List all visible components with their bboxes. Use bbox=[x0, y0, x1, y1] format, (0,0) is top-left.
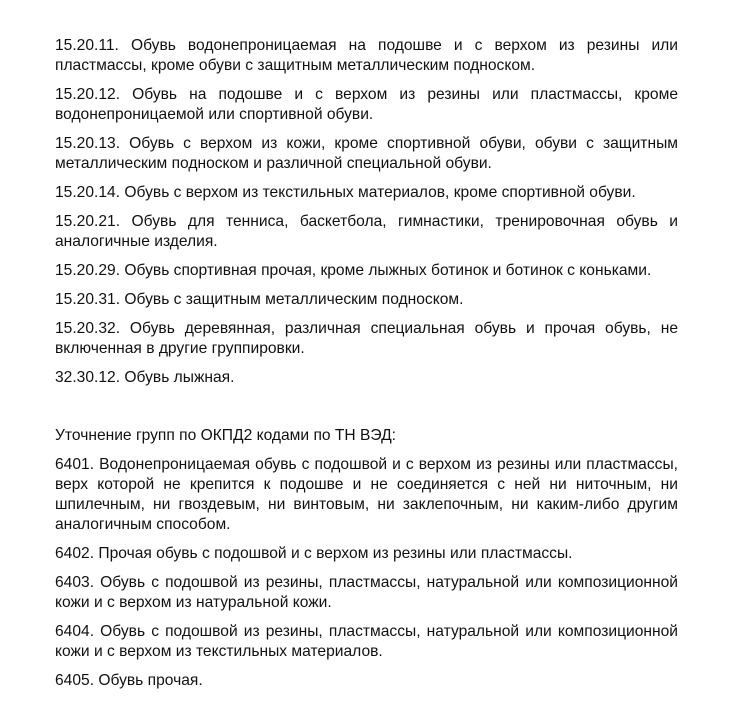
item-text: Обувь прочая. bbox=[98, 672, 203, 689]
okpd-item bbox=[55, 368, 678, 388]
item-code: 15.20.31. bbox=[55, 291, 121, 308]
item-code: 6402. bbox=[55, 545, 95, 562]
okpd-item bbox=[55, 319, 678, 359]
tnved-list bbox=[55, 455, 678, 691]
tnved-item bbox=[55, 622, 678, 662]
okpd-item bbox=[55, 85, 678, 125]
item-code: 32.30.12. bbox=[55, 369, 121, 386]
tnved-item bbox=[55, 671, 678, 691]
okpd-item bbox=[55, 261, 678, 281]
item-code: 15.20.13. bbox=[55, 135, 121, 152]
item-text: Обувь с подошвой из резины, пластмассы, натуральной или композиционной кожи и с верхом из текстильных материалов. bbox=[55, 623, 678, 660]
document-body bbox=[55, 36, 678, 700]
item-code: 6403. bbox=[55, 574, 95, 591]
item-code: 6401. bbox=[55, 456, 95, 473]
okpd-item bbox=[55, 212, 678, 252]
item-text: Обувь лыжная. bbox=[124, 369, 235, 386]
item-text: Обувь на подошве и с верхом из резины или пластмассы, кроме водонепроницаемой или спортивной обуви. bbox=[55, 86, 678, 123]
item-text: Обувь спортивная прочая, кроме лыжных ботинок и ботинок с коньками. bbox=[124, 262, 652, 279]
item-code: 15.20.11. bbox=[55, 37, 119, 54]
okpd-item bbox=[55, 134, 678, 174]
item-code: 15.20.29. bbox=[55, 262, 121, 279]
okpd-item bbox=[55, 183, 678, 203]
okpd-item bbox=[55, 36, 678, 76]
item-code: 15.20.12. bbox=[55, 86, 121, 103]
item-code: 15.20.14. bbox=[55, 184, 121, 201]
tnved-heading: Уточнение групп по ОКПД2 кодами по ТН ВЭД: bbox=[55, 427, 396, 444]
tnved-item bbox=[55, 573, 678, 613]
item-code: 15.20.32. bbox=[55, 320, 121, 337]
item-text: Прочая обувь с подошвой и с верхом из резины или пластмассы. bbox=[98, 545, 573, 562]
item-text: Водонепроницаемая обувь с подошвой и с верхом из резины или пластмассы, верх которой не крепится к подошве и не соединяется с ней ни ниточным, ни шпилечным, ни гвоздевым, ни винтовым, ни заклепочным, ни каким-либо другим аналогичным способом. bbox=[55, 456, 678, 533]
item-text: Обувь с подошвой из резины, пластмассы, натуральной или композиционной кожи и с верхом из натуральной кожи. bbox=[55, 574, 678, 611]
item-text: Обувь с верхом из текстильных материалов, кроме спортивной обуви. bbox=[124, 184, 636, 201]
okpd-list bbox=[55, 36, 678, 388]
item-text: Обувь водонепроницаемая на подошве и с верхом из резины или пластмассы, кроме обуви с защитным металлическим подноском. bbox=[55, 37, 678, 74]
item-code: 6404. bbox=[55, 623, 95, 640]
item-text: Обувь с защитным металлическим подноском. bbox=[124, 291, 464, 308]
tnved-item bbox=[55, 544, 678, 564]
item-text: Обувь для тенниса, баскетбола, гимнастики, тренировочная обувь и аналогичные изделия. bbox=[55, 213, 678, 250]
item-text: Обувь деревянная, различная специальная обувь и прочая обувь, не включенная в другие группировки. bbox=[55, 320, 679, 357]
okpd-item bbox=[55, 290, 678, 310]
item-text: Обувь с верхом из кожи, кроме спортивной обуви, обуви с защитным металлическим подноском и различной специальной обуви. bbox=[55, 135, 678, 172]
item-code: 6405. bbox=[55, 672, 95, 689]
tnved-item bbox=[55, 455, 678, 535]
item-code: 15.20.21. bbox=[55, 213, 121, 230]
